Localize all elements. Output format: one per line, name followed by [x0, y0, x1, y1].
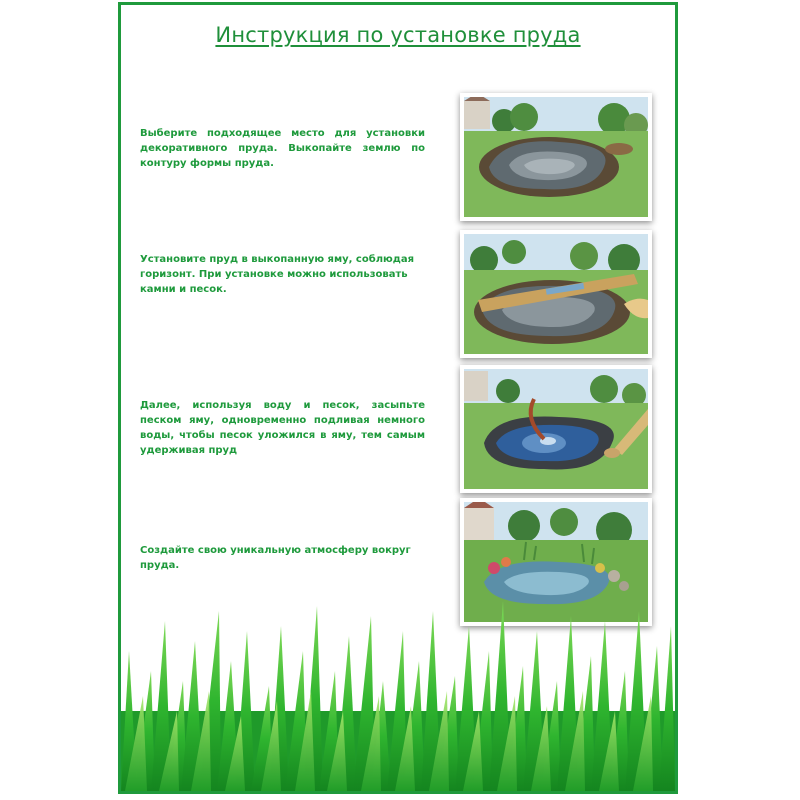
step-3-text: Далее, используя воду и песок, засыпьте песком яму, одновременно подливая немного воды, чтобы песок уложился в яму, тем самым удерживая пруд — [140, 400, 425, 456]
page-title: Инструкция по установке пруда — [215, 23, 581, 47]
step-4-text: Создайте свою уникальную атмосферу вокруг пруда. — [140, 545, 411, 571]
step-3-illustration — [460, 365, 652, 493]
grass-decoration — [121, 591, 675, 791]
step-2-illustration — [460, 230, 652, 358]
step-1-text: Выберите подходящее место для установки декоративного пруда. Выкопайте землю по контуру формы пруда. — [140, 128, 425, 169]
step-2-text: Установите пруд в выкопанную яму, соблюдая горизонт. При установке можно использовать камни и песок. — [140, 254, 414, 295]
step-1-illustration — [460, 93, 652, 221]
instruction-sheet — [118, 2, 678, 794]
